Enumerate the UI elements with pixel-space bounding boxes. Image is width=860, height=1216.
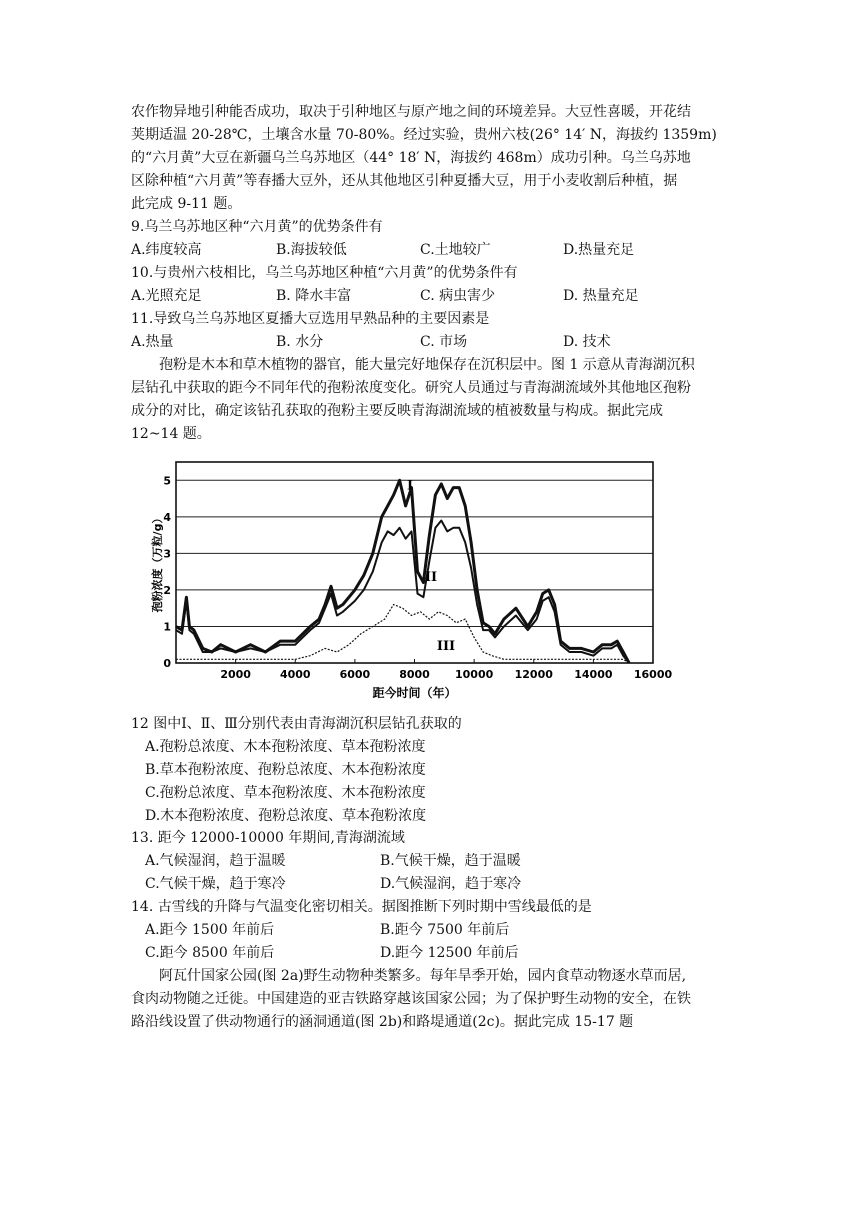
q12-option-c: C.孢粉总浓度、草本孢粉浓度、木本孢粉浓度 (145, 785, 426, 801)
q9-option-b: B.海拔较低 (276, 242, 347, 258)
q13-option-a: A.气候湿润，趋于温暖 (145, 853, 286, 869)
series-label-iii: III (436, 639, 456, 655)
y-tick-label: 4 (163, 510, 171, 524)
q14-option-c: C.距今 8500 年前后 (145, 945, 275, 961)
series-label-ii: II (424, 569, 438, 585)
series-line-1 (176, 480, 629, 663)
q12-option-d: D.木本孢粉浓度、孢粉总浓度、草本孢粉浓度 (145, 808, 427, 824)
intro3-line-1: 阿瓦什国家公园(图 2a)野生动物种类繁多。每年旱季开始，园内食草动物逐水草而居, (159, 968, 687, 984)
x-axis-label: 距今时间（年） (372, 686, 457, 700)
intro1-line-3: 的“六月黄”大豆在新疆乌兰乌苏地区（44° 18′ N，海拔约 468m）成功引种。乌兰乌苏地 (131, 150, 691, 166)
q13-option-d: D.气候湿润，趋于寒冷 (380, 876, 522, 892)
x-tick-label: 10000 (454, 668, 494, 681)
x-tick-label: 16000 (633, 668, 673, 681)
x-tick-label: 6000 (339, 668, 371, 681)
q10-option-b: B. 降水丰富 (276, 288, 352, 304)
q11-option-d: D. 技术 (563, 334, 611, 350)
q10-stem: 10.与贵州六枝相比，乌兰乌苏地区种植“六月黄”的优势条件有 (131, 265, 518, 281)
x-tick-label: 2000 (220, 668, 251, 681)
y-tick-label: 1 (163, 620, 171, 634)
q9-option-d: D.热量充足 (563, 242, 635, 258)
y-tick-label: 2 (163, 583, 171, 597)
q14-option-d: D.距今 12500 年前后 (380, 945, 519, 961)
intro1-line-2: 荚期适温 20-28℃，土壤含水量 70-80%。经过实验，贵州六枝(26° 14′ N，海拔约 1359m) (131, 127, 717, 143)
q14-option-b: B.距今 7500 年前后 (380, 922, 510, 938)
intro2-line-3: 成分的对比，确定该钻孔获取的孢粉主要反映青海湖流域的植被数量与构成。据此完成 (131, 403, 663, 419)
q9-stem: 9.乌兰乌苏地区种“六月黄”的优势条件有 (131, 219, 383, 235)
x-tick-label: 12000 (514, 668, 553, 681)
q13-option-b: B.气候干燥，趋于温暖 (380, 853, 521, 869)
x-tick-label: 14000 (574, 668, 613, 681)
q13-option-c: C.气候干燥，趋于寒冷 (145, 876, 286, 892)
q14-option-a: A.距今 1500 年前后 (145, 922, 275, 938)
intro3-line-2: 食肉动物随之迁徙。中国建造的亚吉铁路穿越该国家公园；为了保护野生动物的安全，在铁 (131, 991, 691, 1007)
q9-option-c: C.土地较广 (420, 242, 491, 258)
y-axis-label: 孢粉浓度（万粒/g） (150, 512, 164, 613)
y-tick-label: 5 (163, 474, 171, 488)
pollen-concentration-chart (150, 458, 680, 708)
intro1-line-5: 此完成 9-11 题。 (131, 196, 242, 212)
x-tick-label: 4000 (279, 668, 311, 681)
q11-option-c: C. 市场 (420, 334, 468, 350)
x-tick-label: 8000 (399, 668, 430, 681)
y-tick-label: 0 (163, 657, 171, 670)
q10-option-d: D. 热量充足 (563, 288, 639, 304)
intro2-line-2: 层钻孔中获取的距今不同年代的孢粉浓度变化。研究人员通过与青海湖流域外其他地区孢粉 (131, 380, 691, 396)
q12-option-a: A.孢粉总浓度、木本孢粉浓度、草本孢粉浓度 (145, 739, 426, 755)
q13-stem: 13. 距今 12000-10000 年期间,青海湖流域 (131, 830, 405, 846)
q11-stem: 11.导致乌兰乌苏地区夏播大豆选用早熟品种的主要因素是 (131, 311, 490, 327)
intro1-line-4: 区除种植“六月黄”等春播大豆外，还从其他地区引种夏播大豆，用于小麦收割后种植，据 (131, 173, 678, 189)
q10-option-c: C. 病虫害少 (420, 288, 496, 304)
series-label-i: I (407, 478, 414, 494)
q12-stem: 12 图中Ⅰ、Ⅱ、Ⅲ分别代表由青海湖沉积层钻孔获取的 (131, 716, 462, 732)
intro2-line-4: 12~14 题。 (131, 426, 211, 442)
q10-option-a: A.光照充足 (131, 288, 202, 304)
intro2-line-1: 孢粉是木本和草木植物的器官，能大量完好地保存在沉积层中。图 1 示意从青海湖沉积 (159, 357, 695, 373)
q12-option-b: B.草本孢粉浓度、孢粉总浓度、木本孢粉浓度 (145, 762, 426, 778)
q9-option-a: A.纬度较高 (131, 242, 202, 258)
series-line-3 (176, 605, 629, 664)
q14-stem: 14. 古雪线的升降与气温变化密切相关。据图推断下列时期中雪线最低的是 (131, 899, 592, 915)
intro3-line-3: 路沿线设置了供动物通行的涵洞通道(图 2b)和路堤通道(2c)。据此完成 15-17 题 (131, 1014, 634, 1030)
q11-option-a: A.热量 (131, 334, 174, 350)
q11-option-b: B. 水分 (276, 334, 324, 350)
intro1-line-1: 农作物异地引种能否成功，取决于引种地区与原产地之间的环境差异。大豆性喜暖，开花结 (131, 104, 691, 120)
y-tick-label: 3 (163, 547, 171, 561)
